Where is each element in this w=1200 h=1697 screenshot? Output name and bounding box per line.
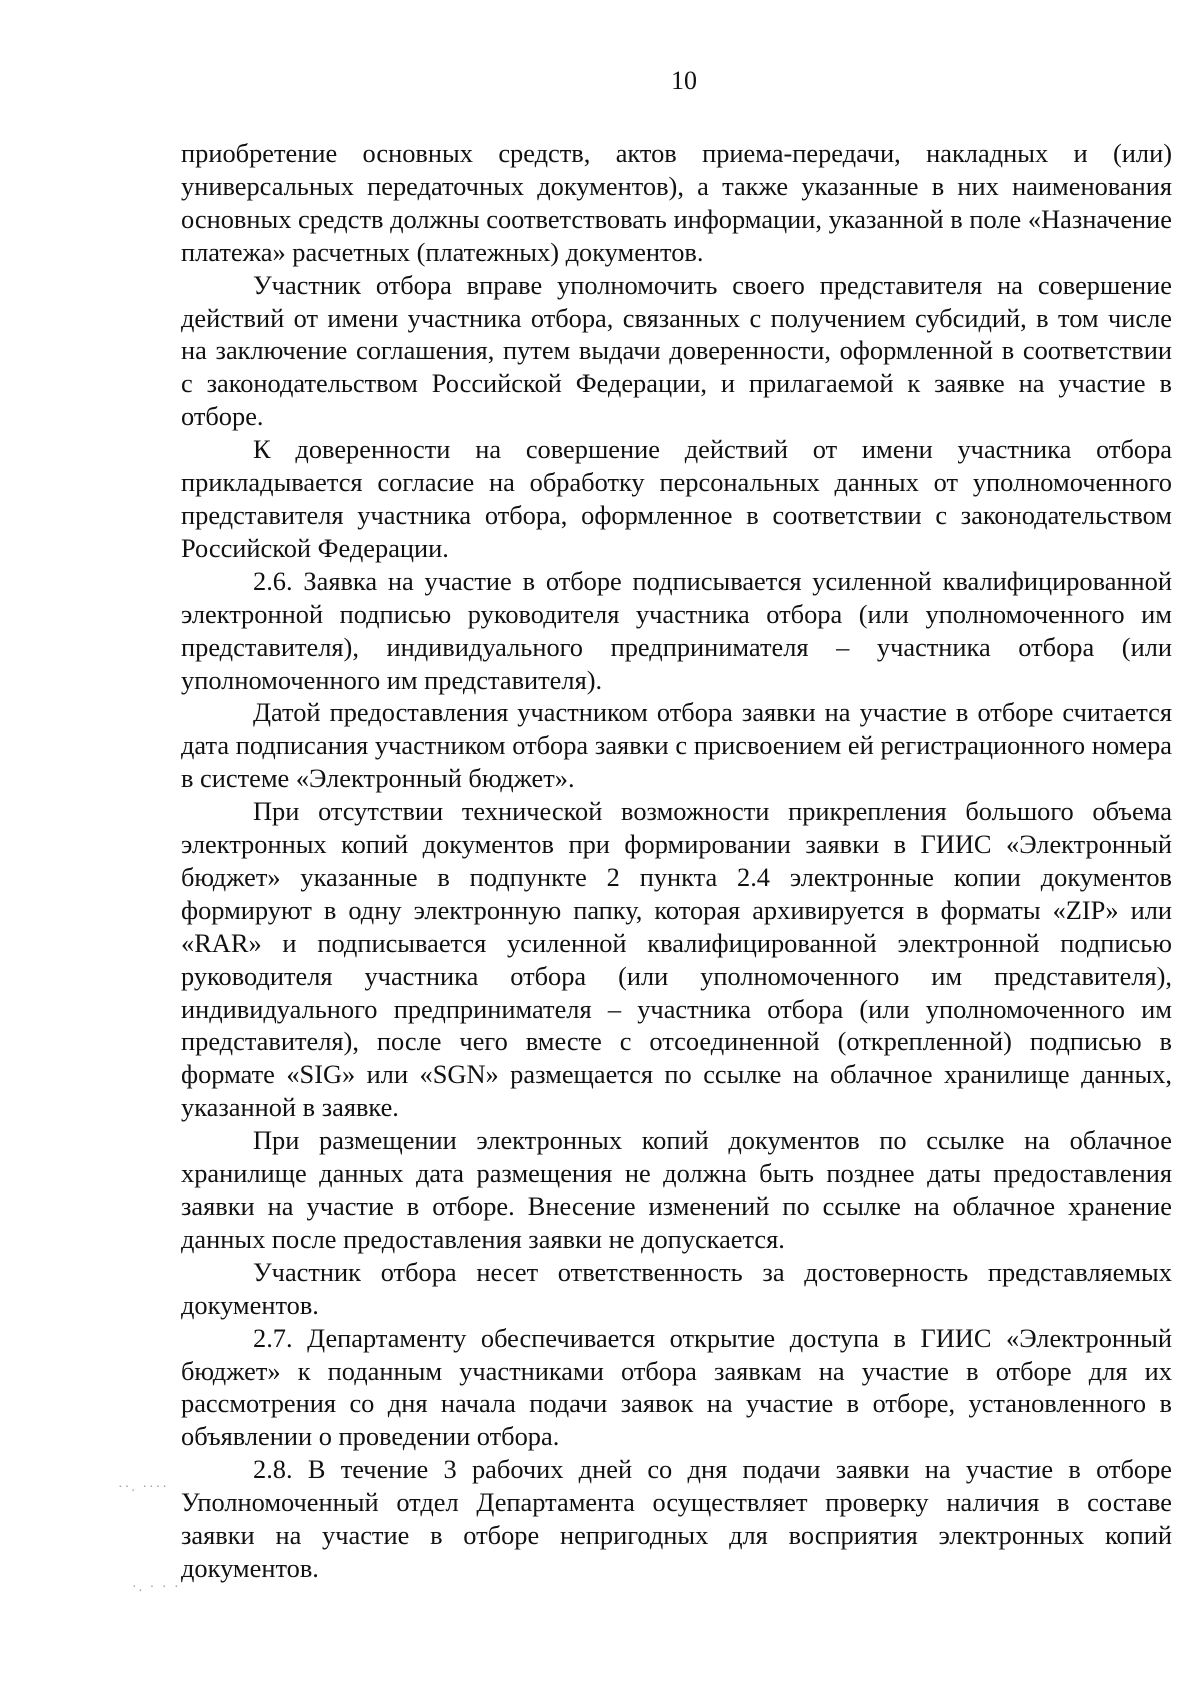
paragraph-clause-2-8: 2.8. В течение 3 рабочих дней со дня подачи заявки на участие в отборе Уполномоченный отдел Департамента осуществляет проверку наличия в составе заявки на участие в отборе непригодных для восприятия электронных копий документов. [181, 1454, 1172, 1583]
paragraph: При отсутствии технической возможности прикрепления большого объема электронных копий документов при формировании заявки в ГИИС «Электронный бюджет» указанные в подпункте 2 пункта 2.4 электронные копии документов формируют в одну электронную папку, которая архивируется в форматы «ZIP» или «RAR» и подписывается усиленной квалифицированной электронной подписью руководителя участника отбора (или уполномоченного им представителя), индивидуального предпринимателя – участника отбора (или уполномоченного им представителя), после чего вместе с отсоединенной (открепленной) подписью в формате «SIG» или «SGN» размещается по ссылке на облачное хранилище данных, указанной в заявке. [181, 796, 1172, 1123]
page-number: 10 [671, 66, 697, 95]
paragraph: Датой предоставления участником отбора заявки на участие в отборе считается дата подписания участником отбора заявки с присвоением ей регистрационного номера в системе «Электронный бюджет». [181, 697, 1172, 794]
paragraph: Участник отбора вправе уполномочить своего представителя на совершение действий от имени участника отбора, связанных с получением субсидий, в том числе на заключение соглашения, путем выдачи доверенности, оформленной в соответствии с законодательством Российской Федерации, и прилагаемой к заявке на участие в отборе. [181, 269, 1172, 432]
paragraph: При размещении электронных копий документов по ссылке на облачное хранилище данных дата размещения не должна быть позднее даты предоставления заявки на участие в отборе. Внесение изменений по ссылке на облачное хранение данных после предоставления заявки не допускается. [181, 1125, 1172, 1254]
paragraph: К доверенности на совершение действий от имени участника отбора прикладывается согласие на обработку персональных данных от уполномоченного представителя участника отбора, оформленное в соответствии с законодательством Российской Федерации. [181, 434, 1172, 563]
paragraph-clause-2-7: 2.7. Департаменту обеспечивается открытие доступа в ГИИС «Электронный бюджет» к поданным участниками отбора заявкам на участие в отборе для их рассмотрения со дня начала подачи заявок на участие в отборе, установленного в объявлении о проведении отбора. [181, 1322, 1172, 1452]
paragraph: Участник отбора несет ответственность за достоверность представляемых документов. [181, 1256, 1172, 1320]
margin-mark: ·. · · · [132, 1580, 181, 1595]
document-body [181, 137, 1172, 1585]
paragraph-clause-2-6: 2.6. Заявка на участие в отборе подписывается усиленной квалифицированной электронной подписью руководителя участника отбора (или уполномоченного им представителя), индивидуального предпринимателя – участника отбора (или уполномоченного им представителя). [181, 565, 1172, 695]
margin-mark: ··. ···· [118, 1480, 169, 1495]
paragraph: приобретение основных средств, актов приема-передачи, накладных и (или) универсальных передаточных документов), а также указанные в них наименования основных средств должны соответствовать информации, указанной в поле «Назначение платежа» расчетных (платежных) документов. [181, 138, 1172, 267]
